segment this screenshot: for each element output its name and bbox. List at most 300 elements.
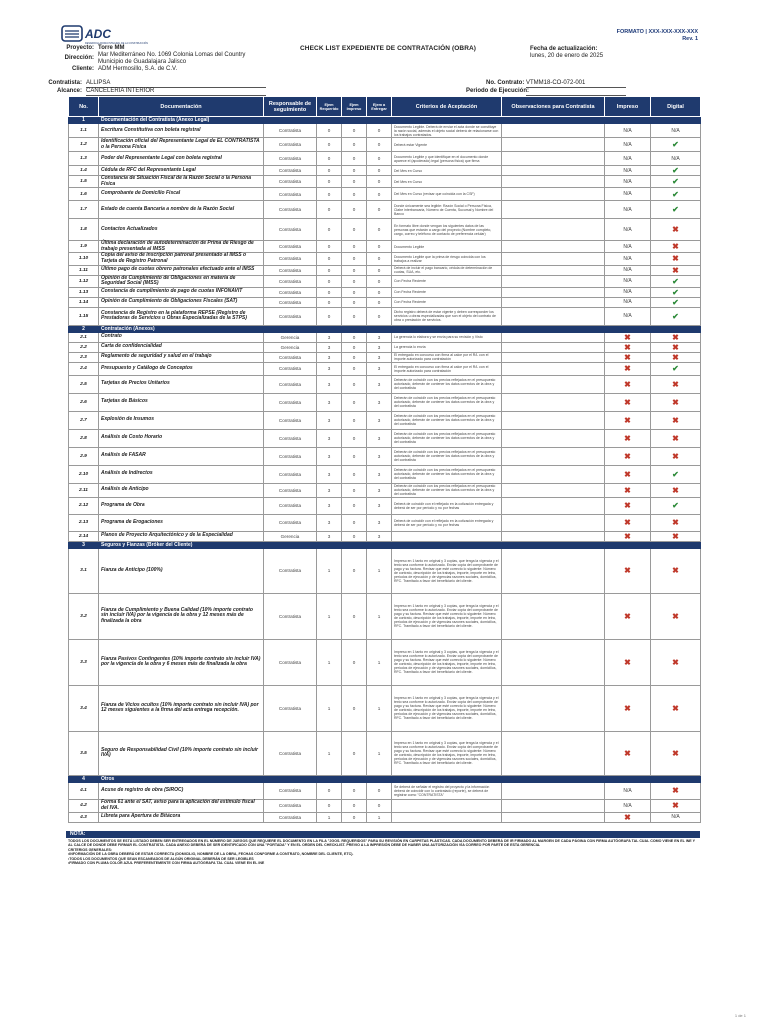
status-cell xyxy=(651,362,701,375)
col-no: No. xyxy=(69,97,99,117)
status-cell xyxy=(651,297,701,307)
cross-icon: ✖ xyxy=(672,332,679,342)
status-cell xyxy=(651,593,701,639)
criterio-aceptacion: Deberá de incluir el pago bancario, cédula de determinación de cuotas, SUA, etc. xyxy=(392,265,502,275)
status-cell xyxy=(605,731,651,775)
status-cell xyxy=(651,812,701,822)
criterio-aceptacion: La gerencia lo envía xyxy=(392,342,502,352)
ejem-requerido: 0 xyxy=(317,275,342,287)
responsable: Gerencia xyxy=(264,332,317,342)
item-number: 1.14 xyxy=(69,297,99,307)
observaciones xyxy=(502,799,605,812)
col-digital: Digital xyxy=(651,97,701,117)
item-number: 2.5 xyxy=(69,375,99,393)
criterio-aceptacion: Deberán de coincidir con los precios reflejados en el presupuesto autorizado, deberán de contener los datos correctos de la obra y del contratista xyxy=(392,465,502,483)
na-label: N/A xyxy=(623,299,632,306)
cross-icon: ✖ xyxy=(624,433,631,443)
col-impreso-ejem: Ejem Impreso xyxy=(342,97,367,117)
ejem-requerido: 0 xyxy=(317,297,342,307)
ejem-requerido: 0 xyxy=(317,188,342,201)
observaciones xyxy=(502,219,605,241)
na-label: N/A xyxy=(623,191,632,198)
na-label: N/A xyxy=(623,155,632,162)
table-row xyxy=(69,265,701,275)
ejem-impreso: 0 xyxy=(342,639,367,685)
ejem-entregar: 3 xyxy=(367,362,392,375)
item-number: 2.1 xyxy=(69,332,99,342)
item-number: 2.10 xyxy=(69,465,99,483)
item-number: 3.1 xyxy=(69,548,99,593)
ejem-requerido: 0 xyxy=(317,287,342,297)
item-number: 2.2 xyxy=(69,342,99,352)
document-name: Explosión de Insumos xyxy=(99,411,264,429)
ejem-impreso: 0 xyxy=(342,265,367,275)
table-row xyxy=(69,393,701,411)
ejem-entregar: 1 xyxy=(367,593,392,639)
ejem-impreso: 0 xyxy=(342,297,367,307)
status-cell xyxy=(651,514,701,531)
status-cell xyxy=(651,429,701,447)
status-cell xyxy=(651,411,701,429)
ejem-impreso: 0 xyxy=(342,152,367,166)
item-number: 1.13 xyxy=(69,287,99,297)
ejem-entregar: 0 xyxy=(367,241,392,253)
cross-icon: ✖ xyxy=(672,415,679,425)
document-name: Libreta para Apertura de Bitácora xyxy=(99,812,264,822)
ejem-requerido: 1 xyxy=(317,812,342,822)
cross-icon: ✖ xyxy=(672,611,679,621)
table-row xyxy=(69,287,701,297)
responsable: Contratista xyxy=(264,483,317,497)
status-cell xyxy=(651,201,701,219)
criterio-aceptacion: Se deberá de señalar el registro del proyecto y la información deberá de coincidir con lo contratado (reporte), se deberá de registrar como "CONTRATISTA" xyxy=(392,782,502,799)
status-cell xyxy=(605,297,651,307)
ejem-impreso: 0 xyxy=(342,483,367,497)
status-cell xyxy=(605,497,651,514)
document-name: Seguro de Responsabilidad Civil (10% importe contrato sin incluir IVA) xyxy=(99,731,264,775)
document-name: Planos de Proyecto Arquitectónico y de la Especialidad xyxy=(99,531,264,541)
item-number: 1.7 xyxy=(69,201,99,219)
cross-icon: ✖ xyxy=(624,485,631,495)
na-label: N/A xyxy=(623,802,632,809)
na-label: N/A xyxy=(623,243,632,250)
status-cell xyxy=(605,275,651,287)
observaciones xyxy=(502,241,605,253)
ejem-entregar: 3 xyxy=(367,497,392,514)
na-label: N/A xyxy=(623,141,632,148)
observaciones xyxy=(502,201,605,219)
table-row xyxy=(69,188,701,201)
cross-icon: ✖ xyxy=(672,225,679,235)
status-cell xyxy=(651,287,701,297)
cross-icon: ✖ xyxy=(624,518,631,528)
note-line: CRITERIOS GENERALES: xyxy=(68,847,113,852)
document-name: Fianza de Cumplimiento y Buena Calidad (10% importe contrato sin incluir IVA) por la vigencia de la obra y 12 meses más de finalizada la obra xyxy=(99,593,264,639)
table-row xyxy=(69,352,701,362)
cross-icon: ✖ xyxy=(624,415,631,425)
observaciones xyxy=(502,307,605,325)
status-cell xyxy=(605,548,651,593)
observaciones xyxy=(502,685,605,731)
item-number: 1.10 xyxy=(69,253,99,265)
contrato-underline xyxy=(526,87,626,88)
item-number: 4.2 xyxy=(69,799,99,812)
table-row xyxy=(69,138,701,152)
table-row xyxy=(69,447,701,465)
note-title: NOTA: xyxy=(66,831,700,838)
observaciones xyxy=(502,393,605,411)
responsable: Contratista xyxy=(264,514,317,531)
ejem-entregar: 0 xyxy=(367,253,392,265)
observaciones xyxy=(502,176,605,188)
table-row xyxy=(69,514,701,531)
item-number: 2.4 xyxy=(69,362,99,375)
item-number: 4.3 xyxy=(69,812,99,822)
table-row xyxy=(69,201,701,219)
cross-icon: ✖ xyxy=(672,433,679,443)
document-name: Contrato xyxy=(99,332,264,342)
cross-icon: ✖ xyxy=(672,531,679,541)
observaciones xyxy=(502,497,605,514)
status-cell xyxy=(651,138,701,152)
format-code xyxy=(617,29,698,43)
criterio-aceptacion: Deberán de coincidir con los precios reflejados en el presupuesto autorizado, deberán de contener los datos correctos de la obra y del contratista xyxy=(392,447,502,465)
contratista-label: Contratista: xyxy=(48,80,82,86)
ejem-entregar: 0 xyxy=(367,201,392,219)
ejem-impreso: 0 xyxy=(342,362,367,375)
na-label: N/A xyxy=(671,155,680,162)
criterio-aceptacion: Deberá de coincidir con el reflejado en la cotización entregada y deberá de ser por periodo y no por fechas xyxy=(392,497,502,514)
ejem-impreso: 0 xyxy=(342,188,367,201)
responsable: Gerencia xyxy=(264,342,317,352)
ejem-requerido: 3 xyxy=(317,393,342,411)
document-name: Acuse de registro de obra (SIROC) xyxy=(99,782,264,799)
observaciones xyxy=(502,447,605,465)
document-name: Fianza de Vicios ocultos (10% importe contrato sin incluir IVA) por 12 meses siguientes a la firma del acta entrega recepción. xyxy=(99,685,264,731)
item-number: 1.3 xyxy=(69,152,99,166)
ejem-entregar: 0 xyxy=(367,265,392,275)
document-name: Cédula de RFC del Representante Legal xyxy=(99,166,264,176)
item-number: 1.9 xyxy=(69,241,99,253)
status-cell xyxy=(605,124,651,138)
item-number: 1.15 xyxy=(69,307,99,325)
criterio-aceptacion: Deberán de coincidir con los precios reflejados en el presupuesto autorizado, deberán de contener los datos correctos de la obra y del contratista xyxy=(392,375,502,393)
status-cell xyxy=(605,265,651,275)
responsable: Contratista xyxy=(264,201,317,219)
ejem-impreso: 0 xyxy=(342,352,367,362)
responsable: Contratista xyxy=(264,275,317,287)
responsable: Contratista xyxy=(264,188,317,201)
responsable: Contratista xyxy=(264,352,317,362)
responsable: Contratista xyxy=(264,799,317,812)
responsable: Contratista xyxy=(264,138,317,152)
table-row xyxy=(69,219,701,241)
ejem-impreso: 0 xyxy=(342,799,367,812)
status-cell xyxy=(651,188,701,201)
section-row xyxy=(69,325,701,332)
item-number: 1.4 xyxy=(69,166,99,176)
cross-icon: ✖ xyxy=(672,801,679,811)
observaciones xyxy=(502,352,605,362)
status-cell xyxy=(651,497,701,514)
revision: Rev. 1 xyxy=(682,36,698,42)
criterio-aceptacion: Documento Legible y que identifique en el documento donde aparece el (apoderado) legal (persona física) que firma xyxy=(392,152,502,166)
section-number: 4 xyxy=(69,775,99,782)
criterio-aceptacion: Impreso en 1 tanto en original y 3 copias, que tenga la vigencia y el texto sea conforme lo autorizado. Enviar copia del comprobante de pago y su factura. Revisar que esté correcto lo siguiente: Número de contrato, descripción de los trabajos, importe, importe en letra, periodos de ejecución y de vigencias razones sociales, domicilios, RFC. Tramitado a favor del beneficiario del cliente. xyxy=(392,731,502,775)
ejem-entregar: 3 xyxy=(367,393,392,411)
criterio-aceptacion: Documento Legible que la prima de riesgo coincida con los trabajos a realizar xyxy=(392,253,502,265)
check-icon: ✔ xyxy=(672,501,679,511)
status-cell xyxy=(605,812,651,822)
document-title: CHECK LIST EXPEDIENTE DE CONTRATACIÓN (OBRA) xyxy=(300,45,477,52)
contrato-label: No. Contrato: xyxy=(486,80,525,86)
ejem-requerido: 0 xyxy=(317,782,342,799)
check-icon: ✔ xyxy=(672,177,679,187)
ejem-entregar: 3 xyxy=(367,411,392,429)
direccion-label: Dirección: xyxy=(64,55,94,61)
document-name: Reglamento de seguridad y salud en el trabajo xyxy=(99,352,264,362)
document-name: Programa de Erogaciones xyxy=(99,514,264,531)
ejem-impreso: 0 xyxy=(342,342,367,352)
na-label: N/A xyxy=(623,278,632,285)
ejem-entregar: 0 xyxy=(367,799,392,812)
status-cell xyxy=(605,352,651,362)
na-label: N/A xyxy=(623,787,632,794)
document-name: Análisis de Costo Horario xyxy=(99,429,264,447)
proyecto-value: Torre MM xyxy=(98,45,125,51)
cliente-value: ADM Hermosillo, S.A. de C.V. xyxy=(98,66,178,72)
status-cell xyxy=(605,639,651,685)
note-line: TODOS LOS DOCUMENTOS SE ESTÁ LISTADO DEBEN SER ENTREGADOS EN EL NÚMERO DE JUEGOS QUE REQUIERE EL DOCUMENTO EN LA FILA "JGOS. REQUERIDOS" PARA SU REVISIÓN EN CARPETAS PLÁSTICAS. CADA DOCUMENTO DEBERÁ DE IR FIRMADO AL MARGEN DE CADA PÁGINA CON FIRMA AUTÓGRAFA TAL CUAL COMO VIENE EN EL INE Y AL CALCE DE DONDE DEBE FIRMAR EL CONTRATISTA. CADA ANEXO DEBERÁ DE SER IDENTIFICADO CON UNA "PORTADA" Y EN EL ORDEN DEL CHECKLIST. PREVIO A LA IMPRESIÓN DEBE DE HABER UNA AUTORIZACIÓN VÍA CORREO POR PARTE DE ESTA GERENCIA. xyxy=(68,839,695,848)
observaciones xyxy=(502,265,605,275)
item-number: 1.6 xyxy=(69,188,99,201)
status-cell xyxy=(651,731,701,775)
status-cell xyxy=(651,342,701,352)
criterio-aceptacion xyxy=(392,812,502,822)
observaciones xyxy=(502,375,605,393)
cross-icon: ✖ xyxy=(672,342,679,352)
cross-icon: ✖ xyxy=(672,485,679,495)
col-observaciones: Observaciones para Contratista xyxy=(502,97,605,117)
document-name: Escritura Constitutiva con boleta registral xyxy=(99,124,264,138)
cross-icon: ✖ xyxy=(624,352,631,362)
document-name: Copia del aviso de inscripción patronal presentado al IMSS o Tarjeta de Registro Patronal xyxy=(99,253,264,265)
criterio-aceptacion: Deberá estar Vigente xyxy=(392,138,502,152)
responsable: Contratista xyxy=(264,548,317,593)
document-name: Forma 61 ante el SAT, aviso para la aplicación del estímulo fiscal del IVA. xyxy=(99,799,264,812)
item-number: 3.5 xyxy=(69,731,99,775)
check-icon: ✔ xyxy=(672,297,679,307)
status-cell xyxy=(651,265,701,275)
status-cell xyxy=(651,152,701,166)
observaciones xyxy=(502,332,605,342)
document-name: Último pago de cuotas obrero patronales efectuado ante el IMSS xyxy=(99,265,264,275)
ejem-impreso: 0 xyxy=(342,497,367,514)
ejem-entregar: 0 xyxy=(367,275,392,287)
ejem-entregar: 0 xyxy=(367,287,392,297)
document-name: Constancia de Registro en la plataforma REPSE (Registro de Prestadoras de Servicios u Obras Especializadas de la STPS) xyxy=(99,307,264,325)
criterio-aceptacion: Con Fecha Reciente xyxy=(392,287,502,297)
cross-icon: ✖ xyxy=(672,748,679,758)
logo-subtitle: DESARROLLADORA INTEGRAL DE LA CONSTRUCCIÓN xyxy=(85,42,149,45)
ejem-entregar: 3 xyxy=(367,514,392,531)
document-name: Análisis de FASAR xyxy=(99,447,264,465)
cross-icon: ✖ xyxy=(672,397,679,407)
ejem-impreso: 0 xyxy=(342,782,367,799)
contratista-value: ALLIPSA xyxy=(86,80,111,86)
ejem-entregar: 0 xyxy=(367,166,392,176)
document-name: Fianza Pasivos Contingentes (10% importe contrato sin incluir IVA) por la vigencia de la obra y 6 meses más de finalizada la obra xyxy=(99,639,264,685)
criterio-aceptacion: Impreso en 1 tanto en original y 3 copias, que tenga la vigencia y el texto sea conforme lo autorizado. Enviar copia del comprobante de pago y su factura. Revisar que esté correcto lo siguiente: Número de contrato, descripción de los trabajos, importe, importe en letra, periodos de ejecución y de vigencias razones sociales, domicilios, RFC. Tramitado a favor del beneficiario del cliente. xyxy=(392,639,502,685)
table-row xyxy=(69,342,701,352)
table-row xyxy=(69,465,701,483)
document-name: Constancia de cumplimiento de pago de cuotas INFONAVIT xyxy=(99,287,264,297)
status-cell xyxy=(605,342,651,352)
cross-icon: ✖ xyxy=(624,703,631,713)
ejem-entregar: 1 xyxy=(367,685,392,731)
status-cell xyxy=(651,124,701,138)
ejem-requerido: 0 xyxy=(317,201,342,219)
status-cell xyxy=(605,188,651,201)
ejem-requerido: 3 xyxy=(317,342,342,352)
status-cell xyxy=(605,253,651,265)
observaciones xyxy=(502,275,605,287)
document-name: Identificación oficial del Representante Legal de EL CONTRATISTA o la Persona Física xyxy=(99,138,264,152)
responsable: Contratista xyxy=(264,362,317,375)
cross-icon: ✖ xyxy=(624,657,631,667)
ejem-impreso: 0 xyxy=(342,447,367,465)
observaciones xyxy=(502,514,605,531)
observaciones xyxy=(502,253,605,265)
status-cell xyxy=(651,375,701,393)
observaciones xyxy=(502,297,605,307)
status-cell xyxy=(605,332,651,342)
table-row xyxy=(69,429,701,447)
ejem-impreso: 0 xyxy=(342,275,367,287)
ejem-impreso: 0 xyxy=(342,465,367,483)
criterio-aceptacion: En formato libre donde vengan los siguientes datos de las personas que estarán a cargo del proyecto (Nombre completo, cargo, correo y teléfono de contacto de preferencia celular) xyxy=(392,219,502,241)
section-title: Contratación (Anexos) xyxy=(99,325,701,332)
ejem-impreso: 0 xyxy=(342,411,367,429)
criterio-aceptacion: Documento Legible xyxy=(392,241,502,253)
status-cell xyxy=(651,483,701,497)
check-icon: ✔ xyxy=(672,311,679,321)
ejem-requerido: 3 xyxy=(317,465,342,483)
responsable: Contratista xyxy=(264,812,317,822)
ejem-impreso: 0 xyxy=(342,393,367,411)
document-name: Opinión de Cumplimiento de Obligaciones Fiscales (SAT) xyxy=(99,297,264,307)
ejem-requerido: 0 xyxy=(317,152,342,166)
criterio-aceptacion: La gerencia lo elabora y se envía para su revisión y Visto xyxy=(392,332,502,342)
ejem-entregar: 0 xyxy=(367,138,392,152)
direccion-line-2: Municipio de Guadalajara Jalisco xyxy=(98,59,187,65)
table-row xyxy=(69,176,701,188)
format-number: FORMATO | XXX-XXX-XXX-XXX xyxy=(616,29,698,35)
responsable: Contratista xyxy=(264,176,317,188)
table-row xyxy=(69,782,701,799)
document-name: Última declaración de autodeterminación de Prima de Riesgo de trabajo presentada al IMSS xyxy=(99,241,264,253)
cross-icon: ✖ xyxy=(624,812,631,822)
ejem-requerido: 3 xyxy=(317,514,342,531)
check-icon: ✔ xyxy=(672,364,679,374)
ejem-entregar: 3 xyxy=(367,352,392,362)
section-number: 2 xyxy=(69,325,99,332)
ejem-entregar: 3 xyxy=(367,465,392,483)
responsable: Contratista xyxy=(264,297,317,307)
document-name: Opinión de Cumplimiento de Obligaciones en materia de Seguridad Social (IMSS) xyxy=(99,275,264,287)
cross-icon: ✖ xyxy=(672,703,679,713)
cross-icon: ✖ xyxy=(672,265,679,275)
observaciones xyxy=(502,639,605,685)
responsable: Contratista xyxy=(264,639,317,685)
table-row xyxy=(69,411,701,429)
ejem-requerido: 3 xyxy=(317,497,342,514)
section-row xyxy=(69,541,701,548)
observaciones xyxy=(502,362,605,375)
table-row xyxy=(69,531,701,541)
observaciones xyxy=(502,429,605,447)
document-name: Estado de cuenta Bancaria a nombre de la Razón Social xyxy=(99,201,264,219)
status-cell xyxy=(605,799,651,812)
ejem-requerido: 0 xyxy=(317,166,342,176)
cross-icon: ✖ xyxy=(672,657,679,667)
ejem-requerido: 3 xyxy=(317,332,342,342)
responsable: Contratista xyxy=(264,307,317,325)
ejem-requerido: 3 xyxy=(317,447,342,465)
ejem-requerido: 3 xyxy=(317,483,342,497)
fecha-label: Fecha de actualización: xyxy=(530,46,598,52)
alcance-label: Alcance: xyxy=(56,88,82,94)
observaciones xyxy=(502,166,605,176)
na-label: N/A xyxy=(671,127,680,134)
cross-icon: ✖ xyxy=(624,364,631,374)
ejem-impreso: 0 xyxy=(342,138,367,152)
ejem-requerido: 3 xyxy=(317,362,342,375)
ejem-impreso: 0 xyxy=(342,731,367,775)
document-name: Poder del Representante Legal con boleta registral xyxy=(99,152,264,166)
cross-icon: ✖ xyxy=(624,397,631,407)
ejem-requerido: 1 xyxy=(317,731,342,775)
cross-icon: ✖ xyxy=(672,566,679,576)
ejem-impreso: 0 xyxy=(342,593,367,639)
col-impreso: Impreso xyxy=(605,97,651,117)
item-number: 2.13 xyxy=(69,514,99,531)
observaciones xyxy=(502,731,605,775)
logo-text: ADC xyxy=(85,27,111,41)
document-name: Fianza de Anticipo (100%) xyxy=(99,548,264,593)
section-number: 1 xyxy=(69,117,99,124)
responsable: Contratista xyxy=(264,685,317,731)
observaciones xyxy=(502,782,605,799)
observaciones xyxy=(502,138,605,152)
responsable: Contratista xyxy=(264,287,317,297)
ejem-requerido: 0 xyxy=(317,124,342,138)
proyecto-label: Proyecto: xyxy=(66,45,94,51)
criterio-aceptacion: Con Fecha Reciente xyxy=(392,297,502,307)
ejem-impreso: 0 xyxy=(342,812,367,822)
item-number: 2.3 xyxy=(69,352,99,362)
cross-icon: ✖ xyxy=(672,379,679,389)
responsable: Contratista xyxy=(264,241,317,253)
cross-icon: ✖ xyxy=(672,254,679,264)
cross-icon: ✖ xyxy=(672,786,679,796)
item-number: 1.1 xyxy=(69,124,99,138)
status-cell xyxy=(605,483,651,497)
item-number: 1.5 xyxy=(69,176,99,188)
status-cell xyxy=(605,531,651,541)
observaciones xyxy=(502,548,605,593)
table-row xyxy=(69,685,701,731)
